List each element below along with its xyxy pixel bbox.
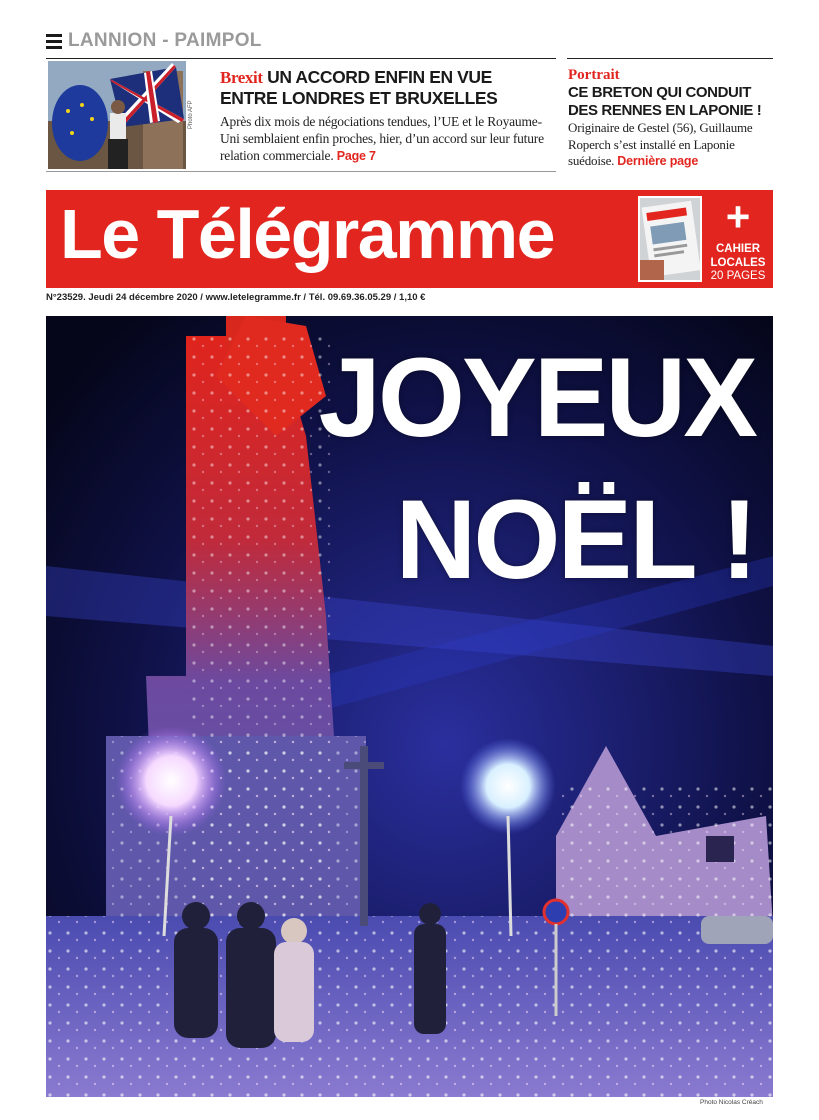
masthead [46,190,773,288]
teaser-brexit[interactable] [46,58,556,172]
portrait-page-link[interactable]: Dernière page [617,154,699,168]
newspaper-title[interactable]: Le Télégramme [60,195,555,273]
brexit-kicker: Brexit [220,68,263,87]
portrait-summary-text: Originaire de Gestel (56), Guillaume Roperch s’est installé en Laponie suédoise. [568,120,753,168]
brexit-photo-credit: Photo AFP [188,100,194,129]
issue-info: N°23529. Jeudi 24 décembre 2020 / www.letelegramme.fr / Tél. 09.69.36.05.29 / 1,10 € [46,292,426,303]
brexit-summary-text: Après dix mois de négociations tendues, l’UE et le Royaume-Uni semblaient enfin proches, hier, d’un accord sur leur future relation commerciale. [220,114,544,163]
teaser-portrait[interactable] [567,58,773,171]
portrait-headline[interactable]: CE BRETON QUI CONDUIT DES RENNES EN LAPONIE ! [568,84,762,119]
cahier-thumbnail[interactable] [638,196,702,282]
edition-label: LANNION - PAIMPOL [68,30,262,51]
plus-icon: + [725,193,751,240]
brexit-photo [48,61,186,169]
main-photo[interactable] [46,316,773,1097]
brexit-teaser-text [220,67,550,165]
menu-icon[interactable] [46,33,62,49]
portrait-summary [568,120,774,170]
brexit-summary [220,113,550,165]
edition-bar [46,28,262,54]
portrait-kicker: Portrait [568,67,620,83]
cahier-label-line1: CAHIER [715,243,761,255]
cahier-label-line2: LOCALES [710,257,766,269]
brexit-page-link[interactable]: Page 7 [336,149,376,163]
brexit-headline-text: UN ACCORD ENFIN EN VUE ENTRE LONDRES ET BRUXELLES [220,67,498,108]
main-headline-line2: NOËL ! [395,477,755,602]
main-photo-credit: Photo Nicolas Créach [700,1099,763,1106]
cahier-label [706,242,770,270]
cahier-pages: 20 PAGES [710,270,766,282]
main-headline-line1: JOYEUX [318,335,755,460]
portrait-teaser-text [568,67,774,170]
brexit-headline[interactable] [220,67,550,109]
